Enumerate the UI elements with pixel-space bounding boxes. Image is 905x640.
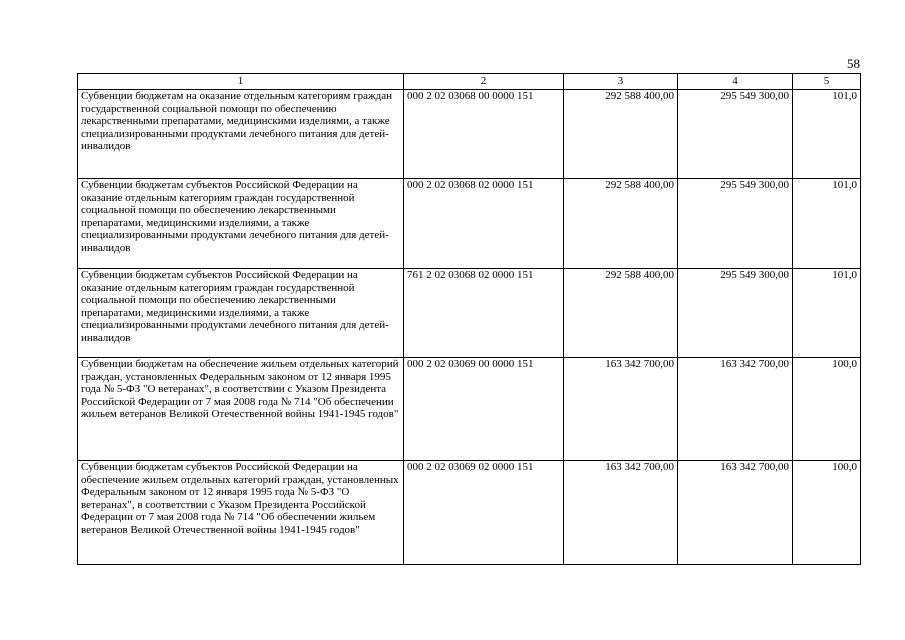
- row-plan: 292 588 400,00: [564, 269, 678, 358]
- row-plan: 292 588 400,00: [564, 90, 678, 179]
- row-plan: 163 342 700,00: [564, 358, 678, 461]
- row-percent: 101,0: [793, 179, 861, 269]
- row-plan: 292 588 400,00: [564, 179, 678, 269]
- row-name: Субвенции бюджетам субъектов Российской Федерации на обеспечение жильем отдельных категорий граждан, установленных Федеральным законом от 12 января 1995 года № 5-ФЗ "О ветеранах", в соответствии с Указом Президента Российской Федерации от 7 мая 2008 года № 714 "Об обеспечении жильем ветеранов Великой Отечественной войны 1941-1945 годов": [78, 461, 404, 565]
- table-row: [78, 269, 861, 358]
- table-row: [78, 179, 861, 269]
- row-actual: 163 342 700,00: [678, 358, 793, 461]
- row-code: 000 2 02 03068 00 0000 151: [404, 90, 564, 179]
- table-row: [78, 90, 861, 179]
- row-percent: 100,0: [793, 358, 861, 461]
- row-code: 761 2 02 03068 02 0000 151: [404, 269, 564, 358]
- row-percent: 100,0: [793, 461, 861, 565]
- row-actual: 295 549 300,00: [678, 179, 793, 269]
- column-header-2: 2: [404, 74, 564, 90]
- row-percent: 101,0: [793, 90, 861, 179]
- row-plan: 163 342 700,00: [564, 461, 678, 565]
- table-header-row: [78, 74, 861, 90]
- column-header-3: 3: [564, 74, 678, 90]
- row-actual: 163 342 700,00: [678, 461, 793, 565]
- row-name: Субвенции бюджетам субъектов Российской Федерации на оказание отдельным категориям граждан государственной социальной помощи по обеспечению лекарственными препаратами, медицинскими изделиями, а также специализированными продуктами лечебного питания для детей-инвалидов: [78, 269, 404, 358]
- column-header-5: 5: [793, 74, 861, 90]
- row-code: 000 2 02 03069 00 0000 151: [404, 358, 564, 461]
- row-actual: 295 549 300,00: [678, 269, 793, 358]
- row-actual: 295 549 300,00: [678, 90, 793, 179]
- row-code: 000 2 02 03069 02 0000 151: [404, 461, 564, 565]
- table-row: [78, 358, 861, 461]
- page-number: 58: [847, 56, 860, 71]
- row-percent: 101,0: [793, 269, 861, 358]
- row-name: Субвенции бюджетам на оказание отдельным категориям граждан государственной социальной помощи по обеспечению лекарственными препаратами, медицинскими изделиями, а также специализированными продуктами лечебного питания для детей-инвалидов: [78, 90, 404, 179]
- budget-table: [77, 73, 861, 565]
- column-header-1: 1: [78, 74, 404, 90]
- row-name: Субвенции бюджетам на обеспечение жильем отдельных категорий граждан, установленных Федеральным законом от 12 января 1995 года № 5-ФЗ "О ветеранах", в соответствии с Указом Президента Российской Федерации от 7 мая 2008 года № 714 "Об обеспечении жильем ветеранов Великой Отечественной войны 1941-1945 годов": [78, 358, 404, 461]
- row-name: Субвенции бюджетам субъектов Российской Федерации на оказание отдельным категориям граждан государственной социальной помощи по обеспечению лекарственными препаратами, медицинскими изделиями, а также специализированными продуктами лечебного питания для детей-инвалидов: [78, 179, 404, 269]
- column-header-4: 4: [678, 74, 793, 90]
- table-row: [78, 461, 861, 565]
- row-code: 000 2 02 03068 02 0000 151: [404, 179, 564, 269]
